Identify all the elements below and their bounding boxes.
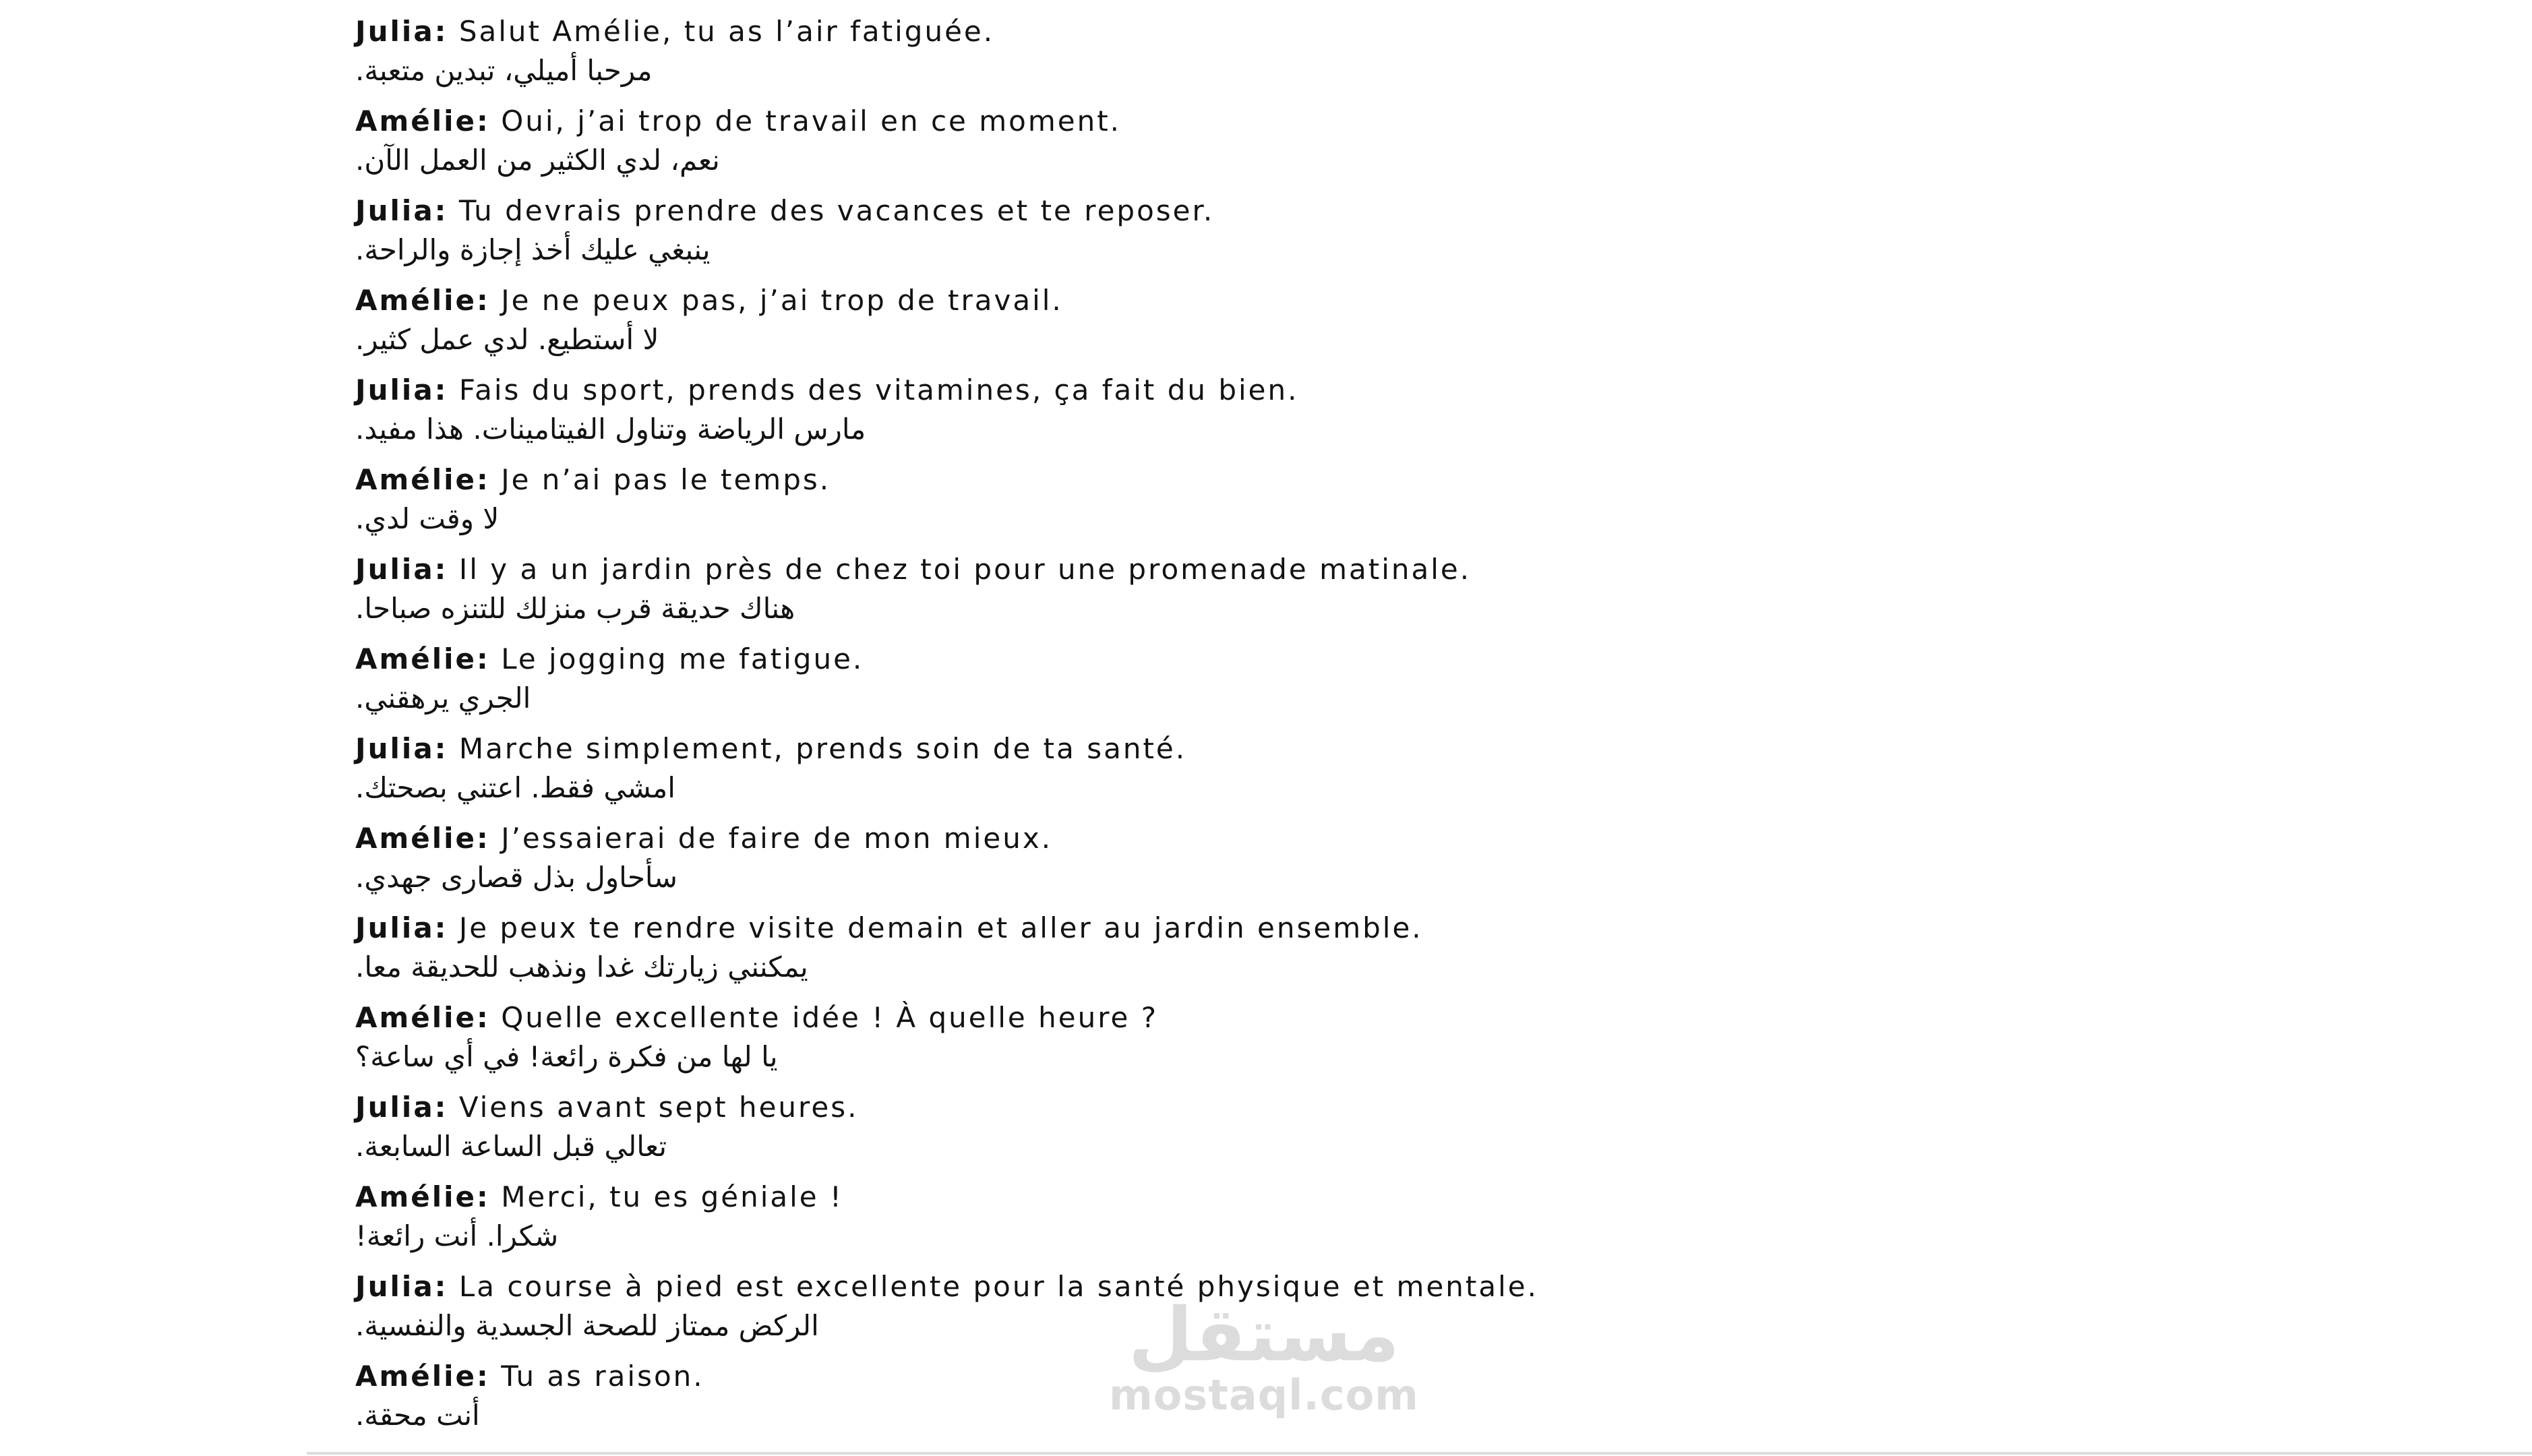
french-line	[355, 729, 2108, 768]
dialogue-entry	[355, 998, 2108, 1088]
arabic-line	[355, 231, 2108, 270]
arabic-text: هناك حديقة قرب منزلك للتنزه صباحا.	[355, 592, 795, 625]
dialogue-list	[355, 12, 2108, 1447]
speaker-name: Julia:	[355, 553, 448, 586]
watermark-latin-text: mostaql.com	[1109, 1370, 1419, 1420]
french-line	[355, 909, 2108, 948]
dialogue-entry	[355, 1088, 2108, 1178]
arabic-line	[355, 768, 2108, 808]
arabic-text: مرحبا أميلي، تبدين متعبة.	[355, 54, 653, 87]
french-text: Tu as raison.	[501, 1360, 704, 1393]
dialogue-entry	[355, 102, 2108, 191]
arabic-line	[355, 679, 2108, 718]
arabic-text: مارس الرياضة وتناول الفيتامينات. هذا مفيد.	[355, 413, 866, 446]
arabic-line	[355, 51, 2108, 90]
speaker-name: Julia:	[355, 194, 448, 227]
french-text: Je n’ai pas le temps.	[501, 463, 831, 496]
dialogue-entry	[355, 281, 2108, 371]
french-text: Le jogging me fatigue.	[501, 642, 864, 675]
french-text: Il y a un jardin près de chez toi pour une promenade matinale.	[458, 553, 1472, 586]
dialogue-entry	[355, 371, 2108, 460]
french-line	[355, 191, 2108, 231]
french-text: Marche simplement, prends soin de ta santé.	[458, 732, 1187, 765]
dialogue-entry	[355, 550, 2108, 640]
french-line	[355, 460, 2108, 499]
french-text: Fais du sport, prends des vitamines, ça fait du bien.	[458, 373, 1299, 406]
arabic-text: لا أستطيع. لدي عمل كثير.	[355, 323, 659, 356]
speaker-name: Julia:	[355, 911, 448, 944]
french-line	[355, 819, 2108, 858]
speaker-name: Amélie:	[355, 1001, 490, 1034]
french-line	[355, 550, 2108, 589]
arabic-line	[355, 1037, 2108, 1076]
watermark-arabic-text: مستقل	[1128, 1292, 1400, 1378]
arabic-line	[355, 858, 2108, 897]
arabic-text: أنت محقة.	[355, 1399, 480, 1432]
speaker-name: Amélie:	[355, 1180, 490, 1213]
arabic-text: سأحاول بذل قصارى جهدي.	[355, 861, 677, 894]
speaker-name: Amélie:	[355, 463, 490, 496]
speaker-name: Amélie:	[355, 104, 490, 138]
french-text: Quelle excellente idée ! À quelle heure ?	[501, 1001, 1159, 1034]
speaker-name: Amélie:	[355, 822, 490, 855]
french-line	[355, 1088, 2108, 1127]
arabic-line	[355, 1217, 2108, 1256]
french-text: La course à pied est excellente pour la santé physique et mentale.	[458, 1270, 1538, 1303]
french-line	[355, 1178, 2108, 1217]
arabic-text: يا لها من فكرة رائعة! في أي ساعة؟	[355, 1040, 778, 1073]
french-text: Viens avant sept heures.	[458, 1091, 859, 1124]
speaker-name: Amélie:	[355, 1360, 490, 1393]
french-text: Merci, tu es géniale !	[501, 1180, 843, 1213]
french-line	[355, 281, 2108, 320]
arabic-line	[355, 141, 2108, 180]
dialogue-entry	[355, 909, 2108, 998]
speaker-name: Amélie:	[355, 642, 490, 675]
bottom-divider	[307, 1452, 2532, 1455]
french-text: Oui, j’ai trop de travail en ce moment.	[501, 104, 1122, 138]
arabic-line	[355, 1127, 2108, 1166]
dialogue-entry	[355, 729, 2108, 819]
speaker-name: Julia:	[355, 732, 448, 765]
arabic-text: امشي فقط. اعتني بصحتك.	[355, 771, 675, 804]
speaker-name: Julia:	[355, 373, 448, 406]
arabic-text: نعم، لدي الكثير من العمل الآن.	[355, 144, 720, 177]
french-line	[355, 102, 2108, 141]
french-line	[355, 12, 2108, 51]
arabic-text: يمكنني زيارتك غدا ونذهب للحديقة معا.	[355, 950, 808, 983]
arabic-line	[355, 410, 2108, 449]
french-line	[355, 998, 2108, 1037]
dialogue-entry	[355, 819, 2108, 909]
french-text: Tu devrais prendre des vacances et te reposer.	[458, 194, 1215, 227]
mostaql-watermark	[1106, 1292, 1422, 1420]
arabic-line	[355, 499, 2108, 539]
arabic-text: لا وقت لدي.	[355, 502, 500, 535]
arabic-text: الجري يرهقني.	[355, 681, 531, 715]
arabic-text: تعالي قبل الساعة السابعة.	[355, 1130, 667, 1163]
arabic-line	[355, 948, 2108, 987]
speaker-name: Julia:	[355, 15, 448, 48]
french-line	[355, 371, 2108, 410]
french-text: Salut Amélie, tu as l’air fatiguée.	[458, 15, 995, 48]
arabic-line	[355, 320, 2108, 359]
dialogue-entry	[355, 12, 2108, 102]
dialogue-entry	[355, 191, 2108, 281]
dialogue-entry	[355, 460, 2108, 550]
speaker-name: Julia:	[355, 1270, 448, 1303]
french-text: Je peux te rendre visite demain et aller au jardin ensemble.	[458, 911, 1423, 944]
arabic-text: الركض ممتاز للصحة الجسدية والنفسية.	[355, 1309, 819, 1342]
arabic-line	[355, 589, 2108, 628]
speaker-name: Amélie:	[355, 284, 490, 317]
french-text: Je ne peux pas, j’ai trop de travail.	[501, 284, 1063, 317]
dialogue-entry	[355, 640, 2108, 729]
dialogue-entry	[355, 1178, 2108, 1267]
french-line	[355, 640, 2108, 679]
speaker-name: Julia:	[355, 1091, 448, 1124]
french-text: J’essaierai de faire de mon mieux.	[501, 822, 1053, 855]
arabic-text: شكرا. أنت رائعة!	[355, 1219, 559, 1252]
arabic-text: ينبغي عليك أخذ إجازة والراحة.	[355, 233, 711, 266]
